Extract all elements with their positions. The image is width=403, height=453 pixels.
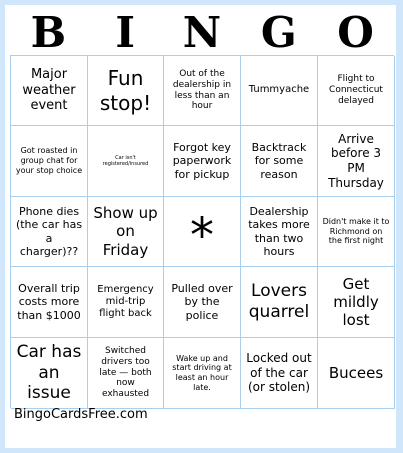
bingo-cell[interactable]: Get mildly lost <box>318 267 395 338</box>
bingo-cell[interactable]: Flight to Connecticut delayed <box>318 56 395 126</box>
bingo-cell[interactable]: Car isn't registered/insured <box>88 126 164 197</box>
free-space[interactable]: * <box>164 197 241 267</box>
bingo-cell[interactable]: Phone dies (the car has a charger)?? <box>11 197 88 267</box>
header-letter-b: B <box>30 8 67 57</box>
bingo-cell[interactable]: Dealership takes more than two hours <box>241 197 318 267</box>
bingo-cell[interactable]: Bucees <box>318 338 395 409</box>
header-letter-i: I <box>115 8 136 57</box>
bingo-cell[interactable]: Backtrack for some reason <box>241 126 318 197</box>
bingo-cell[interactable]: Arrive before 3 PM Thursday <box>318 126 395 197</box>
bingo-cell[interactable]: Wake up and start driving at least an hour late. <box>164 338 241 409</box>
bingo-cell[interactable]: Overall trip costs more than $1000 <box>11 267 88 338</box>
header-letter-o: O <box>337 8 374 57</box>
bingo-cell[interactable]: Fun stop! <box>88 56 164 126</box>
bingo-cell[interactable]: Lovers quarrel <box>241 267 318 338</box>
bingo-grid <box>10 55 394 408</box>
header-letter-g: G <box>260 8 297 57</box>
bingo-cell[interactable]: Out of the dealership in less than an hour <box>164 56 241 126</box>
bingo-cell[interactable]: Got roasted in group chat for your stop choice <box>11 126 88 197</box>
site-credit: BingoCardsFree.com <box>14 407 148 422</box>
bingo-cell[interactable]: Major weather event <box>11 56 88 126</box>
bingo-cell[interactable]: Locked out of the car (or stolen) <box>241 338 318 409</box>
bingo-cell[interactable]: Didn't make it to Richmond on the first night <box>318 197 395 267</box>
bingo-cell[interactable]: Tummyache <box>241 56 318 126</box>
bingo-cell[interactable]: Show up on Friday <box>88 197 164 267</box>
bingo-header <box>10 8 394 55</box>
bingo-cell[interactable]: Forgot key paperwork for pickup <box>164 126 241 197</box>
bingo-cell[interactable]: Car has an issue <box>11 338 88 409</box>
header-letter-n: N <box>182 8 222 57</box>
bingo-cell[interactable]: Emergency mid-trip flight back <box>88 267 164 338</box>
bingo-cell[interactable]: Pulled over by the police <box>164 267 241 338</box>
bingo-cell[interactable]: Switched drivers too late — both now exhausted <box>88 338 164 409</box>
